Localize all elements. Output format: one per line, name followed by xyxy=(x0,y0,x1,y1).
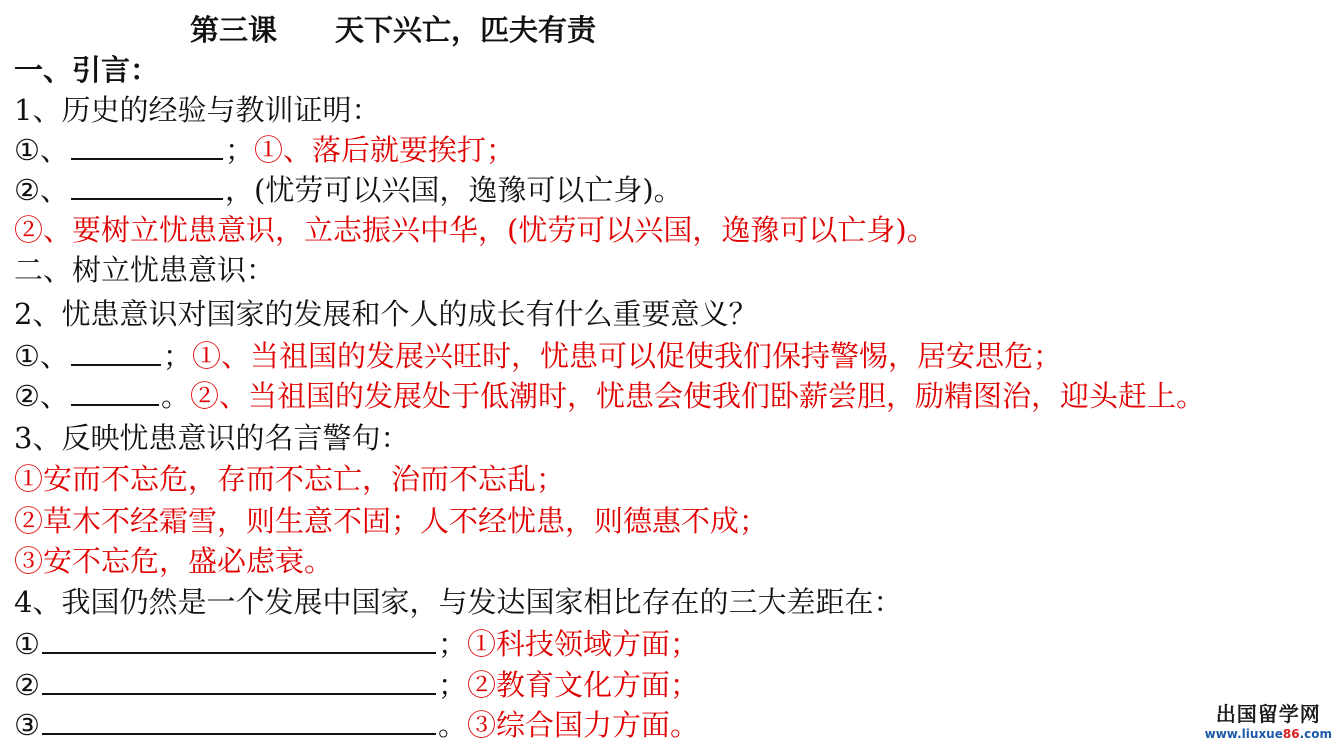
question-1-item-1 xyxy=(14,131,515,169)
answer-text: ①、当祖国的发展兴旺时，忧患可以促使我们保持警惕，居安思危； xyxy=(192,339,1063,373)
answer-blank[interactable] xyxy=(71,380,159,406)
watermark-url-accent: 86 xyxy=(1282,727,1300,741)
site-watermark xyxy=(1205,698,1332,741)
question-4-item-3 xyxy=(14,706,699,744)
item-prefix: ① xyxy=(14,627,40,661)
quote-1: ①安而不忘危，存而不忘亡，治而不忘乱； xyxy=(14,462,566,496)
question-1-item-2 xyxy=(14,171,683,209)
item-prefix: ③ xyxy=(14,708,40,742)
watermark-url xyxy=(1205,727,1332,741)
answer-blank[interactable] xyxy=(42,669,436,695)
item-prefix: ①、 xyxy=(14,339,69,373)
answer-text: ①、落后就要挨打； xyxy=(254,133,516,167)
watermark-url-tail: .com xyxy=(1299,727,1332,741)
question-4: 4、我国仍然是一个发展中国家，与发达国家相比存在的三大差距在： xyxy=(14,585,903,619)
lesson-title: 第三课 天下兴亡，匹夫有责 xyxy=(190,13,597,47)
item-prefix: ②、 xyxy=(14,379,69,413)
answer-text: ②教育文化方面； xyxy=(467,668,700,702)
item-suffix: ，(忧劳可以兴国，逸豫可以亡身)。 xyxy=(225,173,683,207)
watermark-url-main: www.liuxue xyxy=(1204,727,1283,741)
question-1: 1、历史的经验与教训证明： xyxy=(14,93,381,127)
answer-text: ②、当祖国的发展处于低潮时，忧患会使我们卧薪尝胆，励精图治，迎头赶上。 xyxy=(190,379,1206,413)
section-1-heading: 一、引言： xyxy=(14,53,160,87)
watermark-name: 出国留学网 xyxy=(1215,702,1321,726)
answer-blank[interactable] xyxy=(42,628,436,654)
quote-3: ③安不忘危，盛必虑衰。 xyxy=(14,544,334,578)
answer-blank[interactable] xyxy=(71,174,223,200)
item-prefix: ①、 xyxy=(14,133,69,167)
item-separator: ； xyxy=(163,339,193,373)
item-separator: ； xyxy=(438,668,468,702)
item-prefix: ②、 xyxy=(14,173,69,207)
question-2-item-1 xyxy=(14,337,1062,375)
answer-text: ③综合国力方面。 xyxy=(467,708,700,742)
answer-blank[interactable] xyxy=(71,134,223,160)
item-separator: ； xyxy=(225,133,255,167)
section-2-heading: 二、树立忧患意识： xyxy=(14,253,276,287)
question-1-item-2-answer: ②、要树立忧患意识，立志振兴中华，(忧劳可以兴国，逸豫可以亡身)。 xyxy=(14,213,936,247)
question-4-item-2 xyxy=(14,666,699,704)
answer-blank[interactable] xyxy=(42,709,436,735)
quote-2: ②草木不经霜雪，则生意不固；人不经忧患，则德惠不成； xyxy=(14,504,769,538)
question-2: 2、忧患意识对国家的发展和个人的成长有什么重要意义？ xyxy=(14,297,758,331)
item-separator: ； xyxy=(438,627,468,661)
item-prefix: ② xyxy=(14,668,40,702)
item-separator: 。 xyxy=(161,379,191,413)
answer-blank[interactable] xyxy=(71,340,161,366)
question-2-item-2 xyxy=(14,377,1205,415)
question-3: 3、反映忧患意识的名言警句： xyxy=(14,421,410,455)
question-4-item-1 xyxy=(14,625,699,663)
item-separator: 。 xyxy=(438,708,468,742)
answer-text: ①科技领域方面； xyxy=(467,627,700,661)
